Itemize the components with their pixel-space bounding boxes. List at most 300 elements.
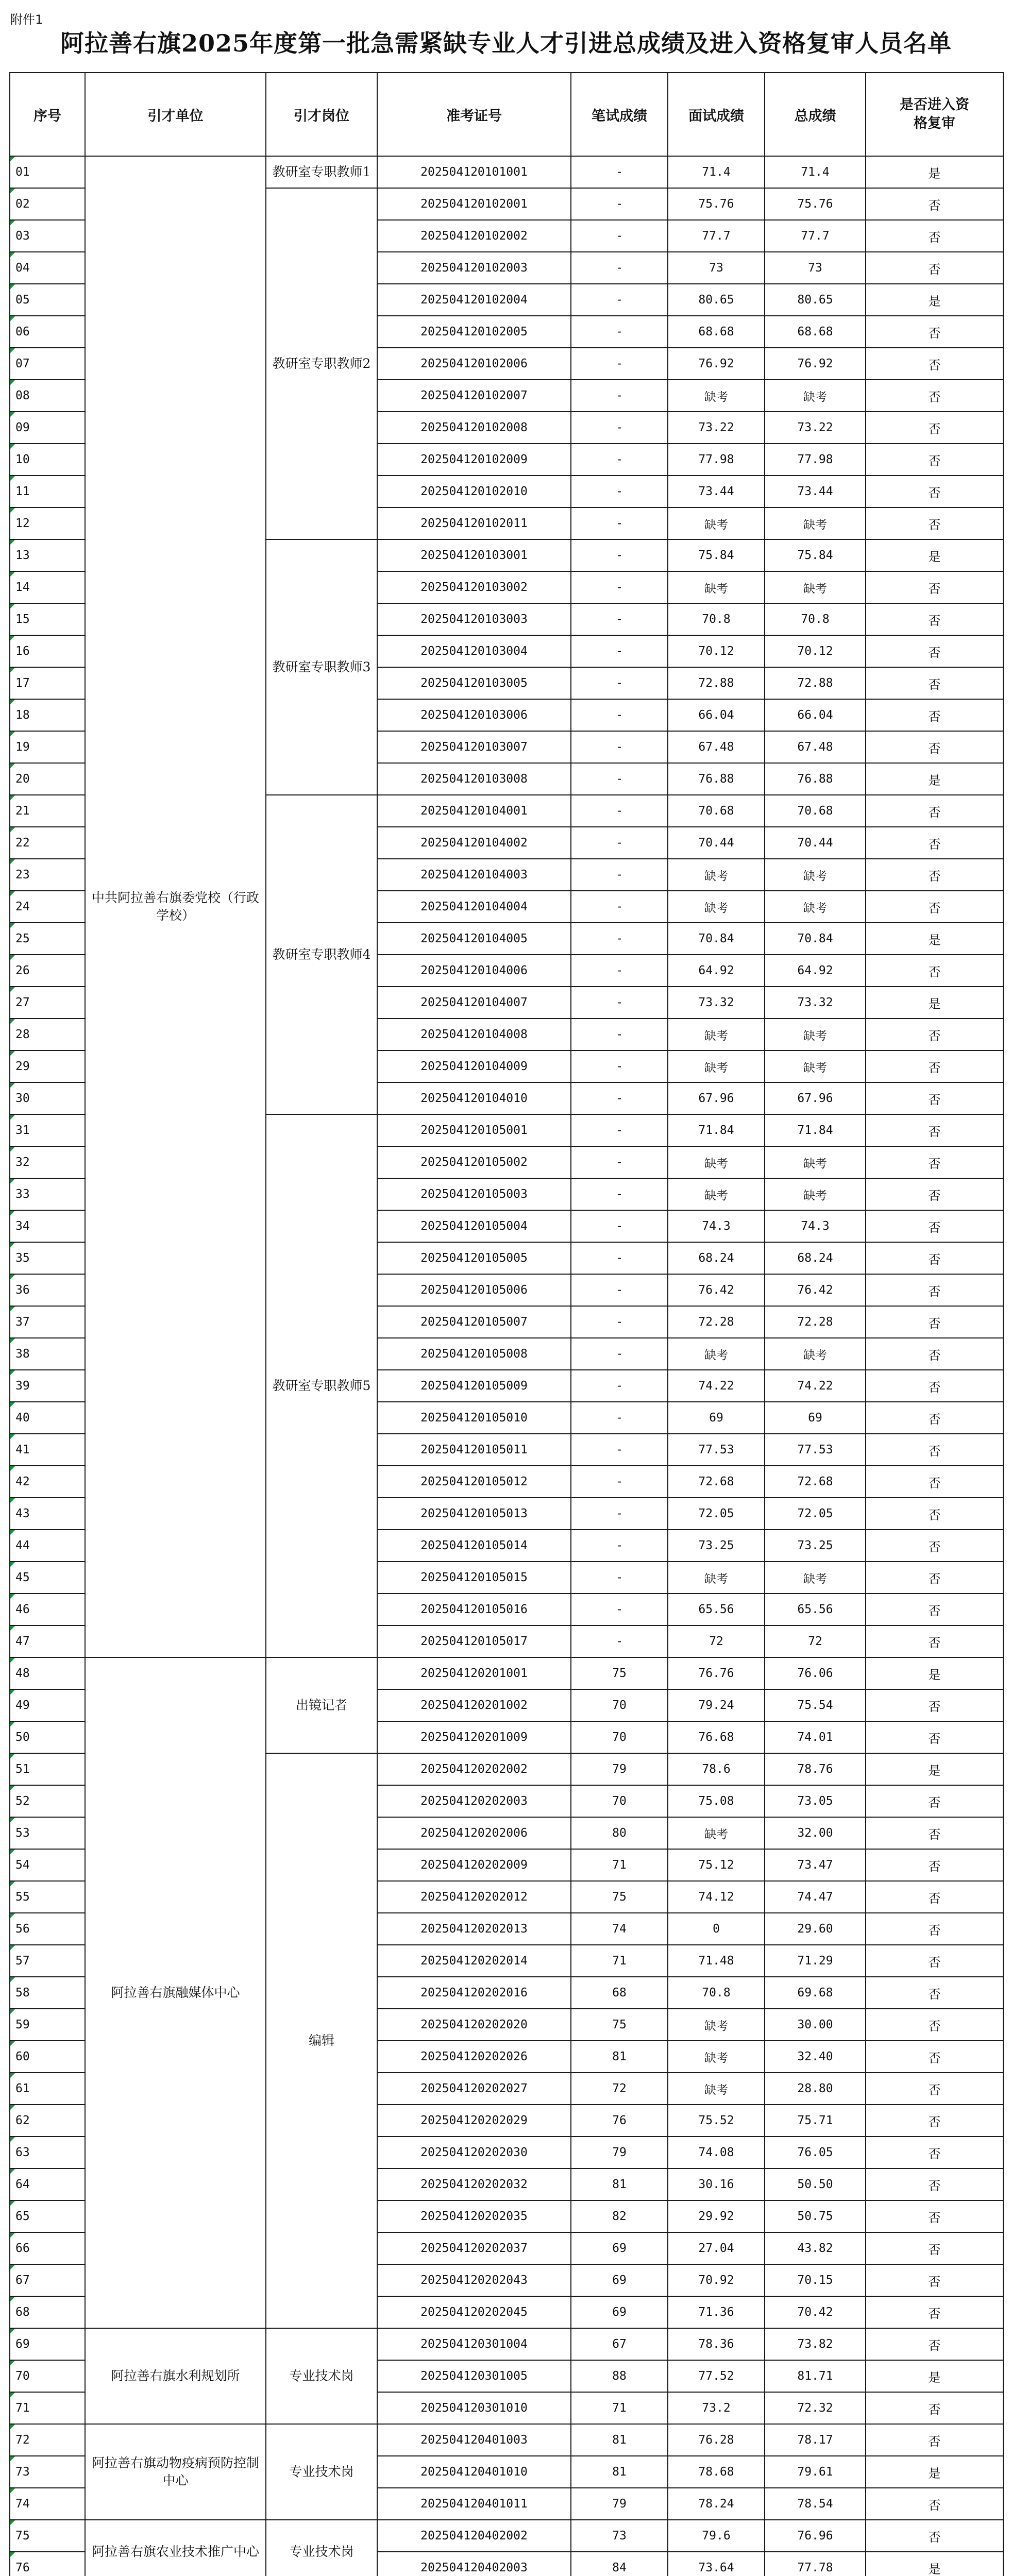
cell-exam-id: 202504120102006 [377, 348, 571, 380]
cell-total-score: 缺考 [765, 380, 866, 412]
cell-interview-score: 72.88 [668, 667, 765, 699]
cell-written-score: 75 [571, 1657, 668, 1689]
cell-seq: 42 [10, 1466, 85, 1498]
cell-total-score: 缺考 [765, 1562, 866, 1594]
cell-written-score: - [571, 1082, 668, 1114]
cell-post: 专业技术岗 [266, 2328, 377, 2424]
cell-review-status: 否 [866, 1178, 1003, 1210]
cell-seq: 69 [10, 2328, 85, 2360]
cell-total-score: 68.68 [765, 316, 866, 348]
cell-total-score: 74.01 [765, 1721, 866, 1753]
cell-written-score: 81 [571, 2424, 668, 2456]
cell-exam-id: 202504120202014 [377, 1945, 571, 1977]
cell-seq: 31 [10, 1114, 85, 1146]
cell-post: 教研室专职教师4 [266, 795, 377, 1114]
cell-exam-id: 202504120201002 [377, 1689, 571, 1721]
cell-written-score: - [571, 923, 668, 955]
table-row [10, 2424, 1003, 2456]
cell-total-score: 43.82 [765, 2232, 866, 2264]
cell-total-score: 32.40 [765, 2041, 866, 2073]
cell-interview-score: 75.76 [668, 188, 765, 220]
cell-exam-id: 202504120201001 [377, 1657, 571, 1689]
cell-interview-score: 0 [668, 1913, 765, 1945]
cell-interview-score: 66.04 [668, 699, 765, 731]
cell-exam-id: 202504120103005 [377, 667, 571, 699]
cell-review-status: 否 [866, 1498, 1003, 1530]
cell-total-score: 70.15 [765, 2264, 866, 2296]
cell-written-score: 68 [571, 1977, 668, 2009]
cell-seq: 29 [10, 1050, 85, 1082]
cell-total-score: 67.96 [765, 1082, 866, 1114]
table-row [10, 2520, 1003, 2552]
cell-exam-id: 202504120105001 [377, 1114, 571, 1146]
cell-review-status: 否 [866, 1625, 1003, 1657]
cell-written-score: - [571, 571, 668, 603]
cell-written-score: 71 [571, 1945, 668, 1977]
cell-seq: 55 [10, 1881, 85, 1913]
cell-exam-id: 202504120104005 [377, 923, 571, 955]
cell-review-status: 否 [866, 1050, 1003, 1082]
cell-exam-id: 202504120202032 [377, 2168, 571, 2200]
cell-review-status: 否 [866, 635, 1003, 667]
cell-seq: 72 [10, 2424, 85, 2456]
cell-review-status: 是 [866, 2552, 1003, 2576]
cell-interview-score: 72 [668, 1625, 765, 1657]
cell-review-status: 否 [866, 955, 1003, 987]
cell-seq: 51 [10, 1753, 85, 1785]
cell-seq: 48 [10, 1657, 85, 1689]
cell-seq: 43 [10, 1498, 85, 1530]
cell-exam-id: 202504120105009 [377, 1370, 571, 1402]
cell-seq: 73 [10, 2456, 85, 2488]
cell-total-score: 71.4 [765, 156, 866, 188]
cell-total-score: 缺考 [765, 891, 866, 923]
cell-total-score: 72.68 [765, 1466, 866, 1498]
cell-total-score: 32.00 [765, 1817, 866, 1849]
cell-total-score: 77.78 [765, 2552, 866, 2576]
cell-review-status: 否 [866, 2488, 1003, 2520]
cell-seq: 61 [10, 2073, 85, 2105]
cell-written-score: - [571, 156, 668, 188]
cell-exam-id: 202504120105003 [377, 1178, 571, 1210]
cell-unit: 阿拉善右旗农业技术推广中心 [85, 2520, 266, 2576]
cell-interview-score: 74.08 [668, 2137, 765, 2168]
cell-total-score: 78.54 [765, 2488, 866, 2520]
table-row [10, 1657, 1003, 1689]
cell-seq: 65 [10, 2200, 85, 2232]
cell-interview-score: 77.52 [668, 2360, 765, 2392]
cell-review-status: 是 [866, 2360, 1003, 2392]
cell-seq: 09 [10, 412, 85, 444]
cell-exam-id: 202504120102008 [377, 412, 571, 444]
cell-unit: 中共阿拉善右旗委党校（行政学校） [85, 156, 266, 1657]
cell-exam-id: 202504120105007 [377, 1306, 571, 1338]
cell-exam-id: 202504120105010 [377, 1402, 571, 1434]
cell-seq: 05 [10, 284, 85, 316]
cell-written-score: 72 [571, 2073, 668, 2105]
cell-total-score: 50.75 [765, 2200, 866, 2232]
cell-written-score: - [571, 1306, 668, 1338]
cell-seq: 54 [10, 1849, 85, 1881]
cell-review-status: 否 [866, 1338, 1003, 1370]
cell-written-score: 81 [571, 2456, 668, 2488]
cell-exam-id: 202504120105015 [377, 1562, 571, 1594]
cell-exam-id: 202504120105013 [377, 1498, 571, 1530]
cell-review-status: 否 [866, 827, 1003, 859]
cell-total-score: 75.54 [765, 1689, 866, 1721]
cell-interview-score: 76.68 [668, 1721, 765, 1753]
cell-seq: 76 [10, 2552, 85, 2576]
cell-exam-id: 202504120104004 [377, 891, 571, 923]
cell-total-score: 73.25 [765, 1530, 866, 1562]
cell-interview-score: 78.36 [668, 2328, 765, 2360]
cell-total-score: 缺考 [765, 1050, 866, 1082]
cell-interview-score: 64.92 [668, 955, 765, 987]
cell-review-status: 否 [866, 1242, 1003, 1274]
cell-total-score: 74.22 [765, 1370, 866, 1402]
cell-interview-score: 缺考 [668, 1562, 765, 1594]
cell-interview-score: 缺考 [668, 1178, 765, 1210]
cell-total-score: 缺考 [765, 1019, 866, 1050]
cell-exam-id: 202504120104009 [377, 1050, 571, 1082]
cell-seq: 26 [10, 955, 85, 987]
cell-total-score: 72.88 [765, 667, 866, 699]
cell-seq: 14 [10, 571, 85, 603]
cell-written-score: - [571, 1210, 668, 1242]
cell-review-status: 是 [866, 2456, 1003, 2488]
cell-review-status: 否 [866, 859, 1003, 891]
cell-review-status: 否 [866, 1402, 1003, 1434]
cell-seq: 58 [10, 1977, 85, 2009]
cell-seq: 03 [10, 220, 85, 252]
cell-interview-score: 缺考 [668, 891, 765, 923]
cell-interview-score: 78.6 [668, 1753, 765, 1785]
cell-exam-id: 202504120103004 [377, 635, 571, 667]
cell-written-score: - [571, 795, 668, 827]
cell-post: 教研室专职教师3 [266, 539, 377, 795]
cell-total-score: 78.76 [765, 1753, 866, 1785]
cell-exam-id: 202504120202045 [377, 2296, 571, 2328]
cell-review-status: 否 [866, 316, 1003, 348]
cell-exam-id: 202504120401011 [377, 2488, 571, 2520]
col-header-review: 是否进入资格复审 [866, 73, 1003, 156]
cell-exam-id: 202504120105012 [377, 1466, 571, 1498]
cell-review-status: 否 [866, 2392, 1003, 2424]
cell-total-score: 75.71 [765, 2105, 866, 2137]
cell-exam-id: 202504120102002 [377, 220, 571, 252]
cell-exam-id: 202504120202013 [377, 1913, 571, 1945]
cell-exam-id: 202504120201009 [377, 1721, 571, 1753]
cell-interview-score: 70.12 [668, 635, 765, 667]
cell-seq: 17 [10, 667, 85, 699]
cell-review-status: 否 [866, 1210, 1003, 1242]
cell-review-status: 否 [866, 603, 1003, 635]
cell-interview-score: 68.68 [668, 316, 765, 348]
cell-exam-id: 202504120202037 [377, 2232, 571, 2264]
col-header-post: 引才岗位 [266, 73, 377, 156]
cell-seq: 34 [10, 1210, 85, 1242]
cell-exam-id: 202504120104010 [377, 1082, 571, 1114]
cell-seq: 18 [10, 699, 85, 731]
cell-interview-score: 29.92 [668, 2200, 765, 2232]
table-row [10, 156, 1003, 188]
cell-interview-score: 67.96 [668, 1082, 765, 1114]
cell-review-status: 否 [866, 252, 1003, 284]
cell-written-score: - [571, 1114, 668, 1146]
cell-total-score: 70.68 [765, 795, 866, 827]
cell-seq: 15 [10, 603, 85, 635]
cell-written-score: - [571, 1625, 668, 1657]
cell-review-status: 否 [866, 1689, 1003, 1721]
cell-interview-score: 73.64 [668, 2552, 765, 2576]
cell-written-score: - [571, 316, 668, 348]
cell-total-score: 71.84 [765, 1114, 866, 1146]
cell-interview-score: 73.2 [668, 2392, 765, 2424]
cell-exam-id: 202504120202026 [377, 2041, 571, 2073]
cell-exam-id: 202504120202003 [377, 1785, 571, 1817]
cell-seq: 23 [10, 859, 85, 891]
cell-interview-score: 80.65 [668, 284, 765, 316]
cell-seq: 62 [10, 2105, 85, 2137]
cell-review-status: 否 [866, 1562, 1003, 1594]
cell-exam-id: 202504120402002 [377, 2520, 571, 2552]
cell-exam-id: 202504120102001 [377, 188, 571, 220]
cell-written-score: - [571, 476, 668, 507]
cell-review-status: 否 [866, 891, 1003, 923]
cell-interview-score: 75.12 [668, 1849, 765, 1881]
cell-post: 出镜记者 [266, 1657, 377, 1753]
cell-total-score: 69.68 [765, 1977, 866, 2009]
cell-seq: 68 [10, 2296, 85, 2328]
cell-total-score: 80.65 [765, 284, 866, 316]
cell-exam-id: 202504120105014 [377, 1530, 571, 1562]
cell-exam-id: 202504120301004 [377, 2328, 571, 2360]
cell-total-score: 72.32 [765, 2392, 866, 2424]
table-body [10, 156, 1003, 2576]
cell-written-score: - [571, 1562, 668, 1594]
cell-written-score: 69 [571, 2264, 668, 2296]
cell-interview-score: 70.44 [668, 827, 765, 859]
cell-total-score: 64.92 [765, 955, 866, 987]
cell-exam-id: 202504120104002 [377, 827, 571, 859]
cell-interview-score: 缺考 [668, 507, 765, 539]
cell-written-score: - [571, 603, 668, 635]
cell-post: 教研室专职教师2 [266, 188, 377, 539]
cell-written-score: - [571, 635, 668, 667]
cell-review-status: 否 [866, 1977, 1003, 2009]
cell-total-score: 缺考 [765, 507, 866, 539]
cell-review-status: 否 [866, 699, 1003, 731]
cell-seq: 08 [10, 380, 85, 412]
cell-written-score: - [571, 1274, 668, 1306]
cell-total-score: 缺考 [765, 1178, 866, 1210]
cell-total-score: 29.60 [765, 1913, 866, 1945]
cell-total-score: 30.00 [765, 2009, 866, 2041]
cell-review-status: 否 [866, 1466, 1003, 1498]
cell-written-score: - [571, 1242, 668, 1274]
cell-review-status: 否 [866, 412, 1003, 444]
cell-total-score: 72.05 [765, 1498, 866, 1530]
cell-written-score: - [571, 827, 668, 859]
cell-review-status: 是 [866, 539, 1003, 571]
cell-total-score: 70.84 [765, 923, 866, 955]
cell-exam-id: 202504120105008 [377, 1338, 571, 1370]
cell-seq: 63 [10, 2137, 85, 2168]
cell-written-score: - [571, 1338, 668, 1370]
cell-review-status: 否 [866, 476, 1003, 507]
cell-seq: 10 [10, 444, 85, 476]
cell-exam-id: 202504120104007 [377, 987, 571, 1019]
cell-review-status: 否 [866, 1370, 1003, 1402]
cell-interview-score: 73.25 [668, 1530, 765, 1562]
cell-written-score: - [571, 859, 668, 891]
cell-seq: 47 [10, 1625, 85, 1657]
cell-interview-score: 缺考 [668, 1146, 765, 1178]
cell-exam-id: 202504120202035 [377, 2200, 571, 2232]
col-header-seq: 序号 [10, 73, 85, 156]
cell-post: 专业技术岗 [266, 2424, 377, 2520]
cell-interview-score: 79.6 [668, 2520, 765, 2552]
cell-seq: 32 [10, 1146, 85, 1178]
cell-seq: 20 [10, 763, 85, 795]
cell-seq: 24 [10, 891, 85, 923]
cell-seq: 19 [10, 731, 85, 763]
cell-seq: 53 [10, 1817, 85, 1849]
cell-interview-score: 70.8 [668, 603, 765, 635]
cell-total-score: 73 [765, 252, 866, 284]
cell-review-status: 否 [866, 2041, 1003, 2073]
cell-written-score: - [571, 891, 668, 923]
cell-review-status: 否 [866, 2105, 1003, 2137]
cell-seq: 12 [10, 507, 85, 539]
cell-written-score: - [571, 220, 668, 252]
cell-total-score: 76.42 [765, 1274, 866, 1306]
cell-seq: 36 [10, 1274, 85, 1306]
cell-exam-id: 202504120202006 [377, 1817, 571, 1849]
cell-exam-id: 202504120105004 [377, 1210, 571, 1242]
cell-written-score: - [571, 539, 668, 571]
cell-review-status: 否 [866, 380, 1003, 412]
cell-exam-id: 202504120102004 [377, 284, 571, 316]
cell-seq: 39 [10, 1370, 85, 1402]
cell-interview-score: 76.76 [668, 1657, 765, 1689]
cell-review-status: 否 [866, 1274, 1003, 1306]
cell-review-status: 否 [866, 1721, 1003, 1753]
cell-written-score: - [571, 380, 668, 412]
cell-review-status: 否 [866, 2200, 1003, 2232]
cell-total-score: 70.12 [765, 635, 866, 667]
cell-written-score: - [571, 955, 668, 987]
cell-seq: 59 [10, 2009, 85, 2041]
cell-written-score: 73 [571, 2520, 668, 2552]
cell-total-score: 73.32 [765, 987, 866, 1019]
cell-written-score: 70 [571, 1785, 668, 1817]
cell-total-score: 75.84 [765, 539, 866, 571]
cell-exam-id: 202504120103007 [377, 731, 571, 763]
cell-review-status: 否 [866, 507, 1003, 539]
cell-total-score: 73.47 [765, 1849, 866, 1881]
cell-seq: 07 [10, 348, 85, 380]
cell-written-score: - [571, 699, 668, 731]
cell-total-score: 50.50 [765, 2168, 866, 2200]
cell-written-score: - [571, 252, 668, 284]
cell-total-score: 76.92 [765, 348, 866, 380]
cell-exam-id: 202504120102005 [377, 316, 571, 348]
cell-written-score: - [571, 412, 668, 444]
cell-interview-score: 缺考 [668, 2073, 765, 2105]
cell-review-status: 是 [866, 923, 1003, 955]
cell-review-status: 是 [866, 763, 1003, 795]
cell-interview-score: 缺考 [668, 380, 765, 412]
cell-interview-score: 76.28 [668, 2424, 765, 2456]
cell-written-score: - [571, 1146, 668, 1178]
cell-review-status: 否 [866, 731, 1003, 763]
cell-exam-id: 202504120103008 [377, 763, 571, 795]
cell-seq: 44 [10, 1530, 85, 1562]
cell-seq: 33 [10, 1178, 85, 1210]
cell-review-status: 否 [866, 2424, 1003, 2456]
cell-exam-id: 202504120401003 [377, 2424, 571, 2456]
cell-review-status: 否 [866, 1530, 1003, 1562]
cell-exam-id: 202504120202043 [377, 2264, 571, 2296]
cell-total-score: 72 [765, 1625, 866, 1657]
cell-unit: 阿拉善右旗融媒体中心 [85, 1657, 266, 2328]
cell-written-score: 74 [571, 1913, 668, 1945]
cell-seq: 75 [10, 2520, 85, 2552]
col-header-total: 总成绩 [765, 73, 866, 156]
cell-exam-id: 202504120105017 [377, 1625, 571, 1657]
cell-written-score: - [571, 444, 668, 476]
cell-written-score: 70 [571, 1689, 668, 1721]
cell-interview-score: 75.84 [668, 539, 765, 571]
cell-exam-id: 202504120103006 [377, 699, 571, 731]
cell-written-score: - [571, 1178, 668, 1210]
cell-review-status: 否 [866, 2296, 1003, 2328]
cell-total-score: 28.80 [765, 2073, 866, 2105]
attachment-label: 附件1 [10, 12, 43, 27]
cell-seq: 30 [10, 1082, 85, 1114]
cell-written-score: 67 [571, 2328, 668, 2360]
cell-interview-score: 缺考 [668, 1019, 765, 1050]
cell-post: 编辑 [266, 1753, 377, 2328]
cell-total-score: 缺考 [765, 1338, 866, 1370]
cell-total-score: 72.28 [765, 1306, 866, 1338]
cell-post: 教研室专职教师5 [266, 1114, 377, 1657]
cell-exam-id: 202504120401010 [377, 2456, 571, 2488]
cell-interview-score: 67.48 [668, 731, 765, 763]
cell-interview-score: 缺考 [668, 2009, 765, 2041]
cell-written-score: 81 [571, 2168, 668, 2200]
cell-total-score: 69 [765, 1402, 866, 1434]
cell-interview-score: 73.44 [668, 476, 765, 507]
cell-written-score: - [571, 1370, 668, 1402]
table-row [10, 2328, 1003, 2360]
cell-written-score: 71 [571, 1849, 668, 1881]
cell-exam-id: 202504120103001 [377, 539, 571, 571]
cell-seq: 57 [10, 1945, 85, 1977]
cell-written-score: - [571, 1466, 668, 1498]
cell-written-score: - [571, 667, 668, 699]
cell-written-score: 75 [571, 1881, 668, 1913]
cell-written-score: - [571, 1594, 668, 1625]
cell-unit: 阿拉善右旗水利规划所 [85, 2328, 266, 2424]
cell-interview-score: 30.16 [668, 2168, 765, 2200]
cell-seq: 60 [10, 2041, 85, 2073]
cell-review-status: 否 [866, 1434, 1003, 1466]
cell-interview-score: 69 [668, 1402, 765, 1434]
cell-written-score: 79 [571, 2488, 668, 2520]
cell-exam-id: 202504120202030 [377, 2137, 571, 2168]
